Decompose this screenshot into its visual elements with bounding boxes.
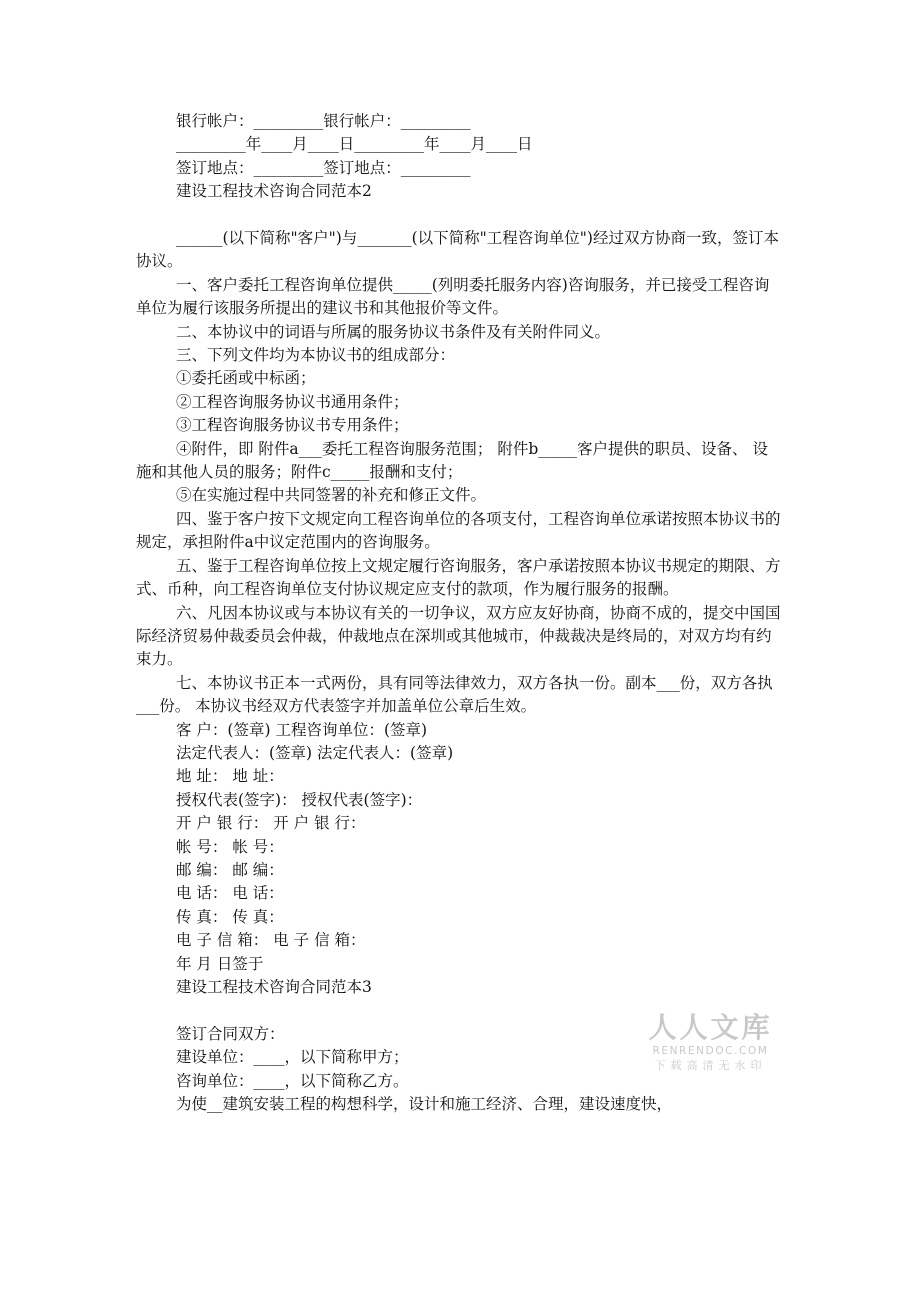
clause-1: 一、客户委托工程咨询单位提供_____(列明委托服务内容)咨询服务，并已接受工程咨询单位为履行该服务所提出的建议书和其他报价等文件。 xyxy=(136,275,770,318)
signature-date-line: 年 月 日签于 xyxy=(176,954,264,973)
clause-5: 五、鉴于工程咨询单位按上文规定履行咨询服务，客户承诺按照本协议书规定的期限、方式、币种，向工程咨询单位支付协议规定应支付的款项，作为履行服务的报酬。 xyxy=(136,556,781,599)
blank-line xyxy=(176,204,782,227)
signing-place-line: 签订地点：_________签订地点：_________ xyxy=(176,158,471,177)
watermark xyxy=(648,1012,773,1074)
document-item-3: ③工程咨询服务协议书专用条件； xyxy=(176,416,409,435)
clause-7: 七、本协议书正本一式两份，具有同等法律效力，双方各执一份。副本___份，双方各执___份。 本协议书经双方代表签字并加盖单位公章后生效。 xyxy=(136,673,773,716)
document-item-5: ⑤在实施过程中共同签署的补充和修正文件。 xyxy=(176,486,487,505)
party-b-line: 咨询单位：____，以下简称乙方。 xyxy=(176,1071,409,1090)
document-item-2: ②工程咨询服务协议书通用条件； xyxy=(176,392,409,411)
signature-fax-line: 传 真： 传 真： xyxy=(176,907,284,926)
watermark-url: RENRENDOC.COM xyxy=(652,1045,769,1057)
signature-account-line: 帐 号： 帐 号： xyxy=(176,837,284,856)
parties-line: 签订合同双方： xyxy=(176,1024,285,1043)
bank-account-line: 银行帐户：_________银行帐户：_________ xyxy=(176,112,471,130)
purpose-line: 为使__建筑安装工程的构想科学，设计和施工经济、合理，建设速度快， xyxy=(176,1095,673,1114)
section-heading-2: 建设工程技术咨询合同范本2 xyxy=(176,182,372,201)
signature-authorized-line: 授权代表(签字)： 授权代表(签字)： xyxy=(176,790,423,809)
date-line: _________年____月____日_________年____月____日 xyxy=(176,135,533,154)
watermark-tagline: 下载高清无水印 xyxy=(654,1059,767,1072)
signature-client-line: 客 户：(签章) 工程咨询单位：(签章) xyxy=(176,720,428,739)
document-body xyxy=(136,110,782,1116)
document-item-1: ①委托函或中标函； xyxy=(176,369,316,388)
party-a-line: 建设单位：____，以下简称甲方； xyxy=(176,1048,409,1067)
signature-postcode-line: 邮 编： 邮 编： xyxy=(176,860,284,879)
signature-email-line: 电 子 信 箱： 电 子 信 箱： xyxy=(176,931,366,950)
document-item-4: ④附件，即 附件a___委托工程咨询服务范围； 附件b_____客户提供的职员、设备、 设施和其他人员的服务；附件c_____报酬和支付； xyxy=(136,439,768,482)
clause-6: 六、凡因本协议或与本协议有关的一切争议，双方应友好协商，协商不成的，提交中国国际经济贸易仲裁委员会仲裁，仲裁地点在深圳或其他城市，仲裁裁决是终局的，对双方均有约束力。 xyxy=(136,603,781,669)
signature-legal-rep-line: 法定代表人：(签章) 法定代表人：(签章) xyxy=(176,743,454,762)
section-heading-3: 建设工程技术咨询合同范本3 xyxy=(176,978,372,997)
signature-address-line: 地 址： 地 址： xyxy=(176,767,284,786)
clause-2: 二、本协议中的词语与所属的服务协议书条件及有关附件同义。 xyxy=(176,322,611,341)
watermark-logo: 人人文库 xyxy=(648,1011,773,1044)
signature-bank-line: 开 户 银 行： 开 户 银 行： xyxy=(176,814,366,833)
clause-4: 四、鉴于客户按下文规定向工程咨询单位的各项支付，工程咨询单位承诺按照本协议书的规定，承担附件a中议定范围内的咨询服务。 xyxy=(136,509,781,552)
intro-paragraph: ______(以下简称"客户")与_______(以下简称"工程咨询单位")经过双方协商一致，签订本协议。 xyxy=(136,229,779,271)
signature-phone-line: 电 话： 电 话： xyxy=(176,884,284,903)
clause-3: 三、下列文件均为本协议书的组成部分： xyxy=(176,346,456,365)
